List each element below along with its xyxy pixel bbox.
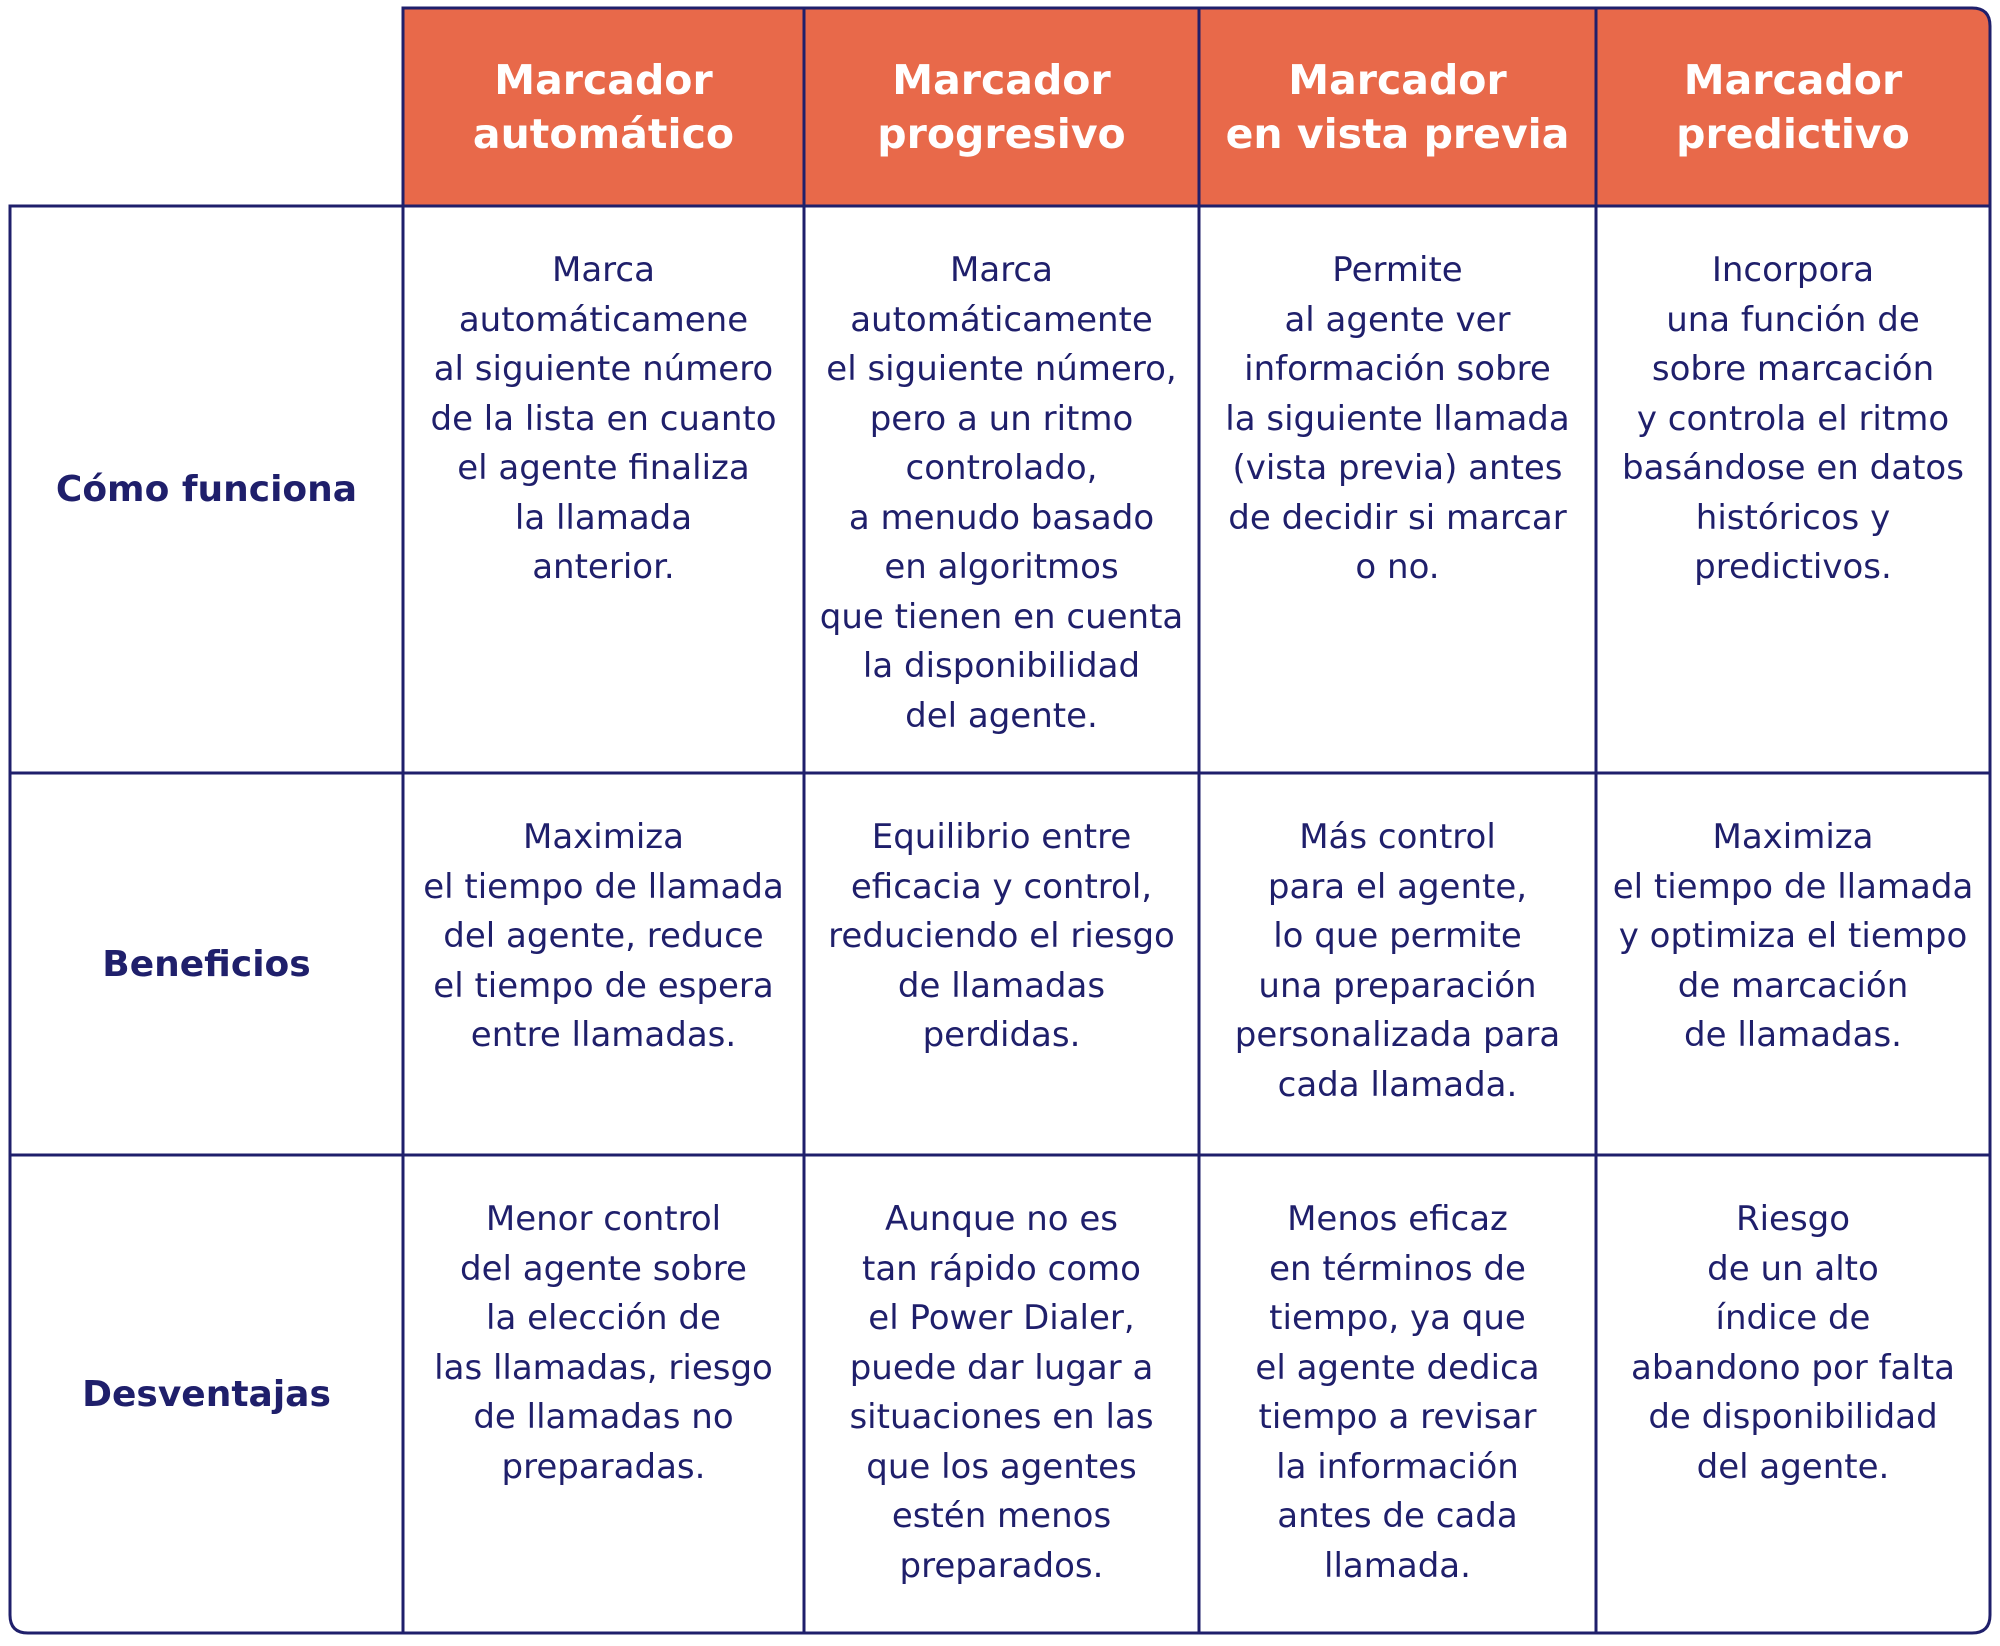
cell-line: la disponibilidad — [862, 646, 1141, 686]
cell-line: estén menos — [891, 1496, 1112, 1536]
cell-line: en términos de — [1269, 1248, 1526, 1289]
cell-line: puede dar lugar a — [849, 1347, 1154, 1388]
table-cell — [804, 773, 1199, 1155]
cell-line: de disponibilidad — [1648, 1397, 1938, 1437]
table-cell — [804, 1155, 1199, 1633]
cell-line: en algoritmos — [884, 547, 1119, 587]
cell-line: la información — [1276, 1446, 1519, 1487]
cell-line: índice de — [1715, 1298, 1871, 1338]
cell-line: Maximiza — [1712, 817, 1874, 857]
cell-line: que tienen en cuenta — [819, 596, 1184, 637]
table-cell — [403, 773, 804, 1155]
cell-line: abandono por falta — [1631, 1347, 1955, 1388]
cell-line: la elección de — [486, 1298, 721, 1338]
cell-line: personalizada para — [1234, 1015, 1561, 1055]
cell-line: las llamadas, riesgo — [434, 1347, 773, 1388]
column-header-predictivo: Marcador predictivo — [1676, 56, 1910, 158]
cell-line: al siguiente número — [433, 349, 774, 389]
cell-line: pero a un ritmo — [869, 398, 1134, 439]
cell-line: antes de cada — [1277, 1496, 1518, 1536]
cell-line: al agente ver — [1284, 299, 1511, 340]
table-cell — [403, 206, 804, 773]
table-cell — [1199, 1155, 1596, 1633]
table-cell — [804, 206, 1199, 773]
cell-line: basándose en datos — [1622, 448, 1964, 488]
cell-line: Aunque no es — [884, 1199, 1118, 1239]
cell-line: del agente. — [905, 695, 1098, 736]
row-label-como-funciona: Cómo funciona — [55, 469, 358, 510]
cell-line: perdidas. — [922, 1015, 1081, 1055]
cell-line: una preparación — [1258, 965, 1537, 1006]
cell-line: tiempo, ya que — [1269, 1298, 1526, 1338]
cell-line: entre llamadas. — [470, 1015, 737, 1055]
cell-line: tan rápido como — [862, 1248, 1141, 1289]
cell-line: de decidir si marcar — [1228, 497, 1567, 538]
cell-line: el agente dedica — [1255, 1347, 1540, 1388]
cell-line: Menor control — [485, 1199, 722, 1239]
cell-line: Más control — [1299, 817, 1496, 857]
cell-line: lo que permite — [1273, 916, 1522, 956]
cell-line: y controla el ritmo — [1636, 398, 1950, 439]
cell-line: del agente sobre — [460, 1248, 747, 1289]
cell-line: de marcación — [1677, 965, 1909, 1006]
cell-line: cada llamada. — [1277, 1064, 1518, 1105]
cell-line: para el agente, — [1267, 866, 1528, 907]
cell-line: de llamadas no — [473, 1397, 734, 1437]
cell-line: automáticamene — [458, 299, 749, 340]
cell-line: históricos y — [1695, 497, 1891, 538]
cell-line: de un alto — [1707, 1248, 1879, 1289]
cell-line: Riesgo — [1735, 1199, 1851, 1239]
cell-line: el tiempo de llamada — [423, 866, 784, 907]
cell-line: a menudo basado — [848, 497, 1155, 538]
cell-line: eficacia y control, — [850, 866, 1153, 907]
cell-line: el Power Dialer, — [868, 1298, 1135, 1338]
cell-line: situaciones en las — [849, 1397, 1154, 1437]
cell-line: Marca — [552, 250, 655, 290]
table-cell — [1596, 773, 1990, 1155]
cell-line: Maximiza — [523, 817, 684, 857]
cell-line: tiempo a revisar — [1258, 1397, 1537, 1437]
cell-line: el agente finaliza — [457, 448, 750, 488]
cell-line: la llamada — [514, 497, 693, 538]
cell-line: información sobre — [1244, 349, 1551, 389]
cell-line: Equilibrio entre — [871, 817, 1132, 857]
cell-line: de llamadas. — [1684, 1015, 1902, 1055]
cell-line: sobre marcación — [1651, 349, 1935, 389]
cell-line: preparadas. — [501, 1446, 706, 1487]
column-header-vista-previa: Marcador en vista previa — [1225, 56, 1570, 158]
cell-line: automáticamente — [850, 299, 1153, 340]
row-label-desventajas: Desventajas — [82, 1373, 331, 1415]
row-label-beneficios: Beneficios — [102, 943, 311, 985]
cell-line: de la lista en cuanto — [430, 398, 777, 439]
table-cell — [1199, 206, 1596, 773]
cell-line: (vista previa) antes — [1232, 448, 1563, 488]
cell-line: predictivos. — [1694, 547, 1892, 587]
table-cell — [1596, 1155, 1990, 1633]
column-header-progresivo: Marcador progresivo — [877, 56, 1126, 158]
table-cell — [403, 1155, 804, 1633]
cell-line: del agente, reduce — [443, 916, 764, 956]
cell-line: Permite — [1332, 250, 1463, 290]
cell-line: o no. — [1355, 547, 1440, 587]
cell-line: el siguiente número, — [826, 349, 1177, 389]
cell-line: anterior. — [532, 547, 675, 587]
cell-line: el tiempo de espera — [433, 965, 774, 1006]
table-cell — [1596, 206, 1990, 773]
cell-line: una función de — [1666, 299, 1920, 340]
cell-line: controlado, — [905, 448, 1098, 488]
table-cell — [1199, 773, 1596, 1155]
cell-line: del agente. — [1696, 1446, 1890, 1487]
cell-line: llamada. — [1324, 1545, 1471, 1586]
cell-line: de llamadas — [897, 965, 1106, 1006]
cell-line: Marca — [950, 250, 1053, 290]
cell-line: Menos eficaz — [1287, 1199, 1508, 1239]
cell-line: y optimiza el tiempo — [1618, 916, 1968, 956]
column-header-automatico: Marcador automático — [472, 56, 735, 158]
cell-line: reduciendo el riesgo — [828, 916, 1175, 956]
cell-line: que los agentes — [866, 1446, 1137, 1487]
cell-line: el tiempo de llamada — [1612, 866, 1974, 907]
cell-line: la siguiente llamada — [1225, 398, 1570, 439]
cell-line: preparados. — [899, 1545, 1104, 1586]
cell-line: Incorpora — [1711, 250, 1875, 290]
